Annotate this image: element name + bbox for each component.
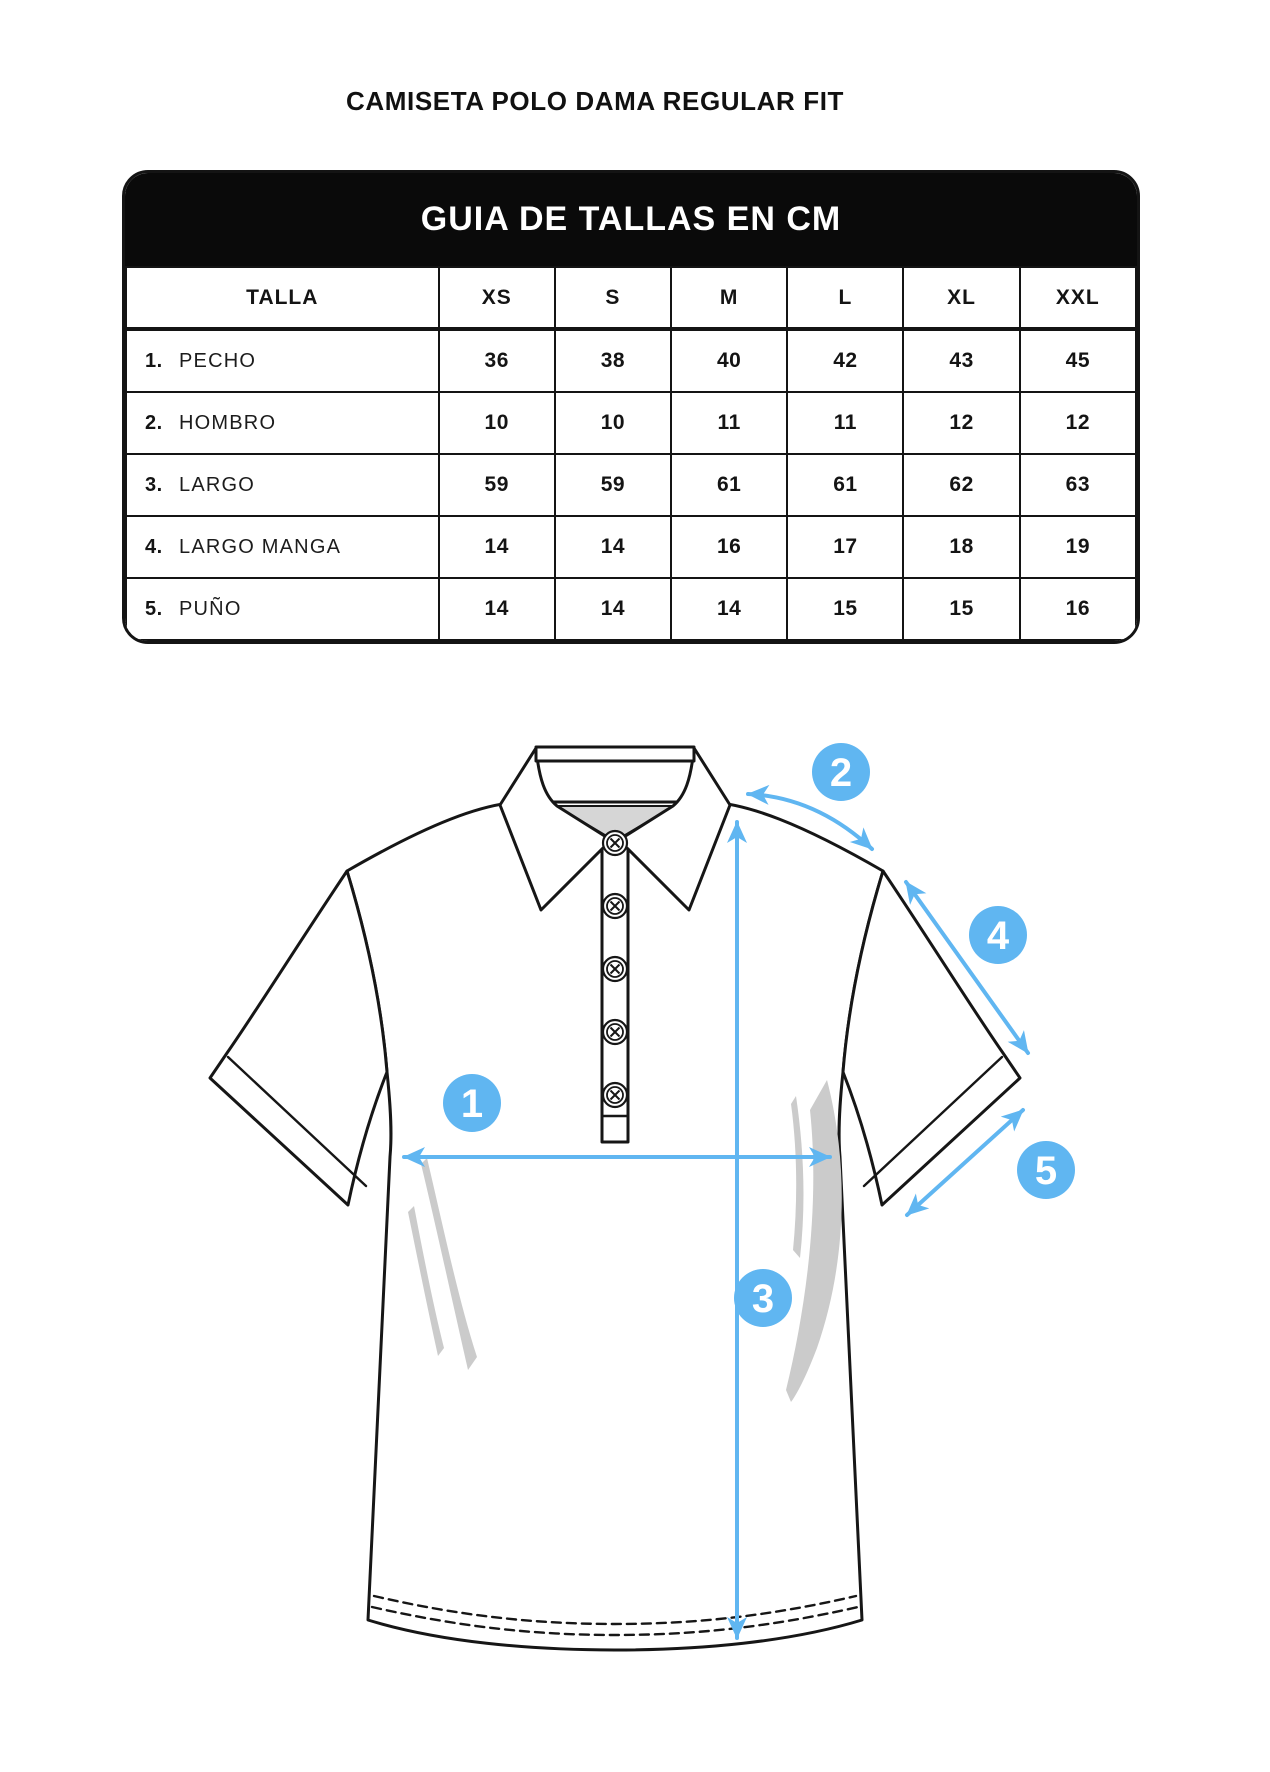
cell-largo-manga-s: 14 [555,516,671,578]
cell-hombro-s: 10 [555,392,671,454]
row-number: 2. [145,412,163,434]
table-row-puno [126,578,1136,640]
column-header-xl: XL [903,267,1019,329]
cell-largo-manga-xl: 18 [903,516,1019,578]
row-label-largo-manga [126,516,439,578]
cell-puno-xl: 15 [903,578,1019,640]
column-header-xxl: XXL [1020,267,1136,329]
cell-pecho-s: 38 [555,329,671,392]
size-table [125,266,1137,641]
table-header-band: GUIA DE TALLAS EN CM [125,173,1137,266]
marker-label: 2 [829,751,853,795]
cell-largo-m: 61 [671,454,787,516]
cell-pecho-xl: 43 [903,329,1019,392]
polo-button-icon [603,1020,627,1044]
marker-label: 5 [1034,1149,1058,1193]
marker-circle-5 [1017,1141,1075,1199]
column-header-row [126,267,1136,329]
cell-largo-xl: 62 [903,454,1019,516]
marker-label: 1 [460,1082,484,1126]
row-label-text: LARGO [179,474,256,496]
row-number: 5. [145,598,163,620]
cell-pecho-m: 40 [671,329,787,392]
table-row-largo [126,454,1136,516]
cell-pecho-l: 42 [787,329,903,392]
marker-circle-2 [812,743,870,801]
size-guide-frame [122,170,1140,644]
row-label-hombro [126,392,439,454]
cell-puno-xs: 14 [439,578,555,640]
cell-pecho-xs: 36 [439,329,555,392]
column-header-l: L [787,267,903,329]
page-title: CAMISETA POLO DAMA REGULAR FIT [345,86,844,116]
column-header-talla: TALLA [126,267,439,329]
polo-shirt-outline [210,747,1020,1650]
row-number: 3. [145,474,163,496]
row-number: 1. [145,350,163,372]
marker-circle-1 [443,1074,501,1132]
row-label-puno [126,578,439,640]
table-row-pecho [126,329,1136,392]
cell-largo-manga-l: 17 [787,516,903,578]
marker-circle-3 [734,1269,792,1327]
column-header-s: S [555,267,671,329]
cell-hombro-xl: 12 [903,392,1019,454]
sleeve-left [210,871,387,1205]
cell-largo-xs: 59 [439,454,555,516]
row-label-text: PUÑO [179,598,242,620]
polo-button-icon [603,1083,627,1107]
cell-largo-manga-xs: 14 [439,516,555,578]
cell-hombro-l: 11 [787,392,903,454]
cell-pecho-xxl: 45 [1020,329,1136,392]
cell-puno-xxl: 16 [1020,578,1136,640]
cell-hombro-m: 11 [671,392,787,454]
cell-largo-l: 61 [787,454,903,516]
cell-hombro-xxl: 12 [1020,392,1136,454]
row-label-text: LARGO MANGA [179,536,342,558]
polo-button-icon [603,957,627,981]
cell-puno-l: 15 [787,578,903,640]
cell-largo-s: 59 [555,454,671,516]
column-header-m: M [671,267,787,329]
cell-puno-m: 14 [671,578,787,640]
size-guide-table [122,170,1140,644]
table-row-hombro [126,392,1136,454]
collar-back-band [536,747,694,761]
row-number: 4. [145,536,163,558]
cell-largo-manga-xxl: 19 [1020,516,1136,578]
cell-largo-manga-m: 16 [671,516,787,578]
marker-circle-4 [969,906,1027,964]
marker-label: 4 [986,914,1010,958]
cell-hombro-xs: 10 [439,392,555,454]
marker-label: 3 [751,1277,775,1321]
cell-largo-xxl: 63 [1020,454,1136,516]
row-label-text: HOMBRO [179,412,277,434]
row-label-pecho [126,329,439,392]
table-row-largo-manga [126,516,1136,578]
row-label-text: PECHO [179,350,257,372]
row-label-largo [126,454,439,516]
polo-button-icon [603,894,627,918]
column-header-xs: XS [439,267,555,329]
polo-measurement-diagram [190,735,1090,1665]
cell-puno-s: 14 [555,578,671,640]
polo-button-icon [603,831,627,855]
